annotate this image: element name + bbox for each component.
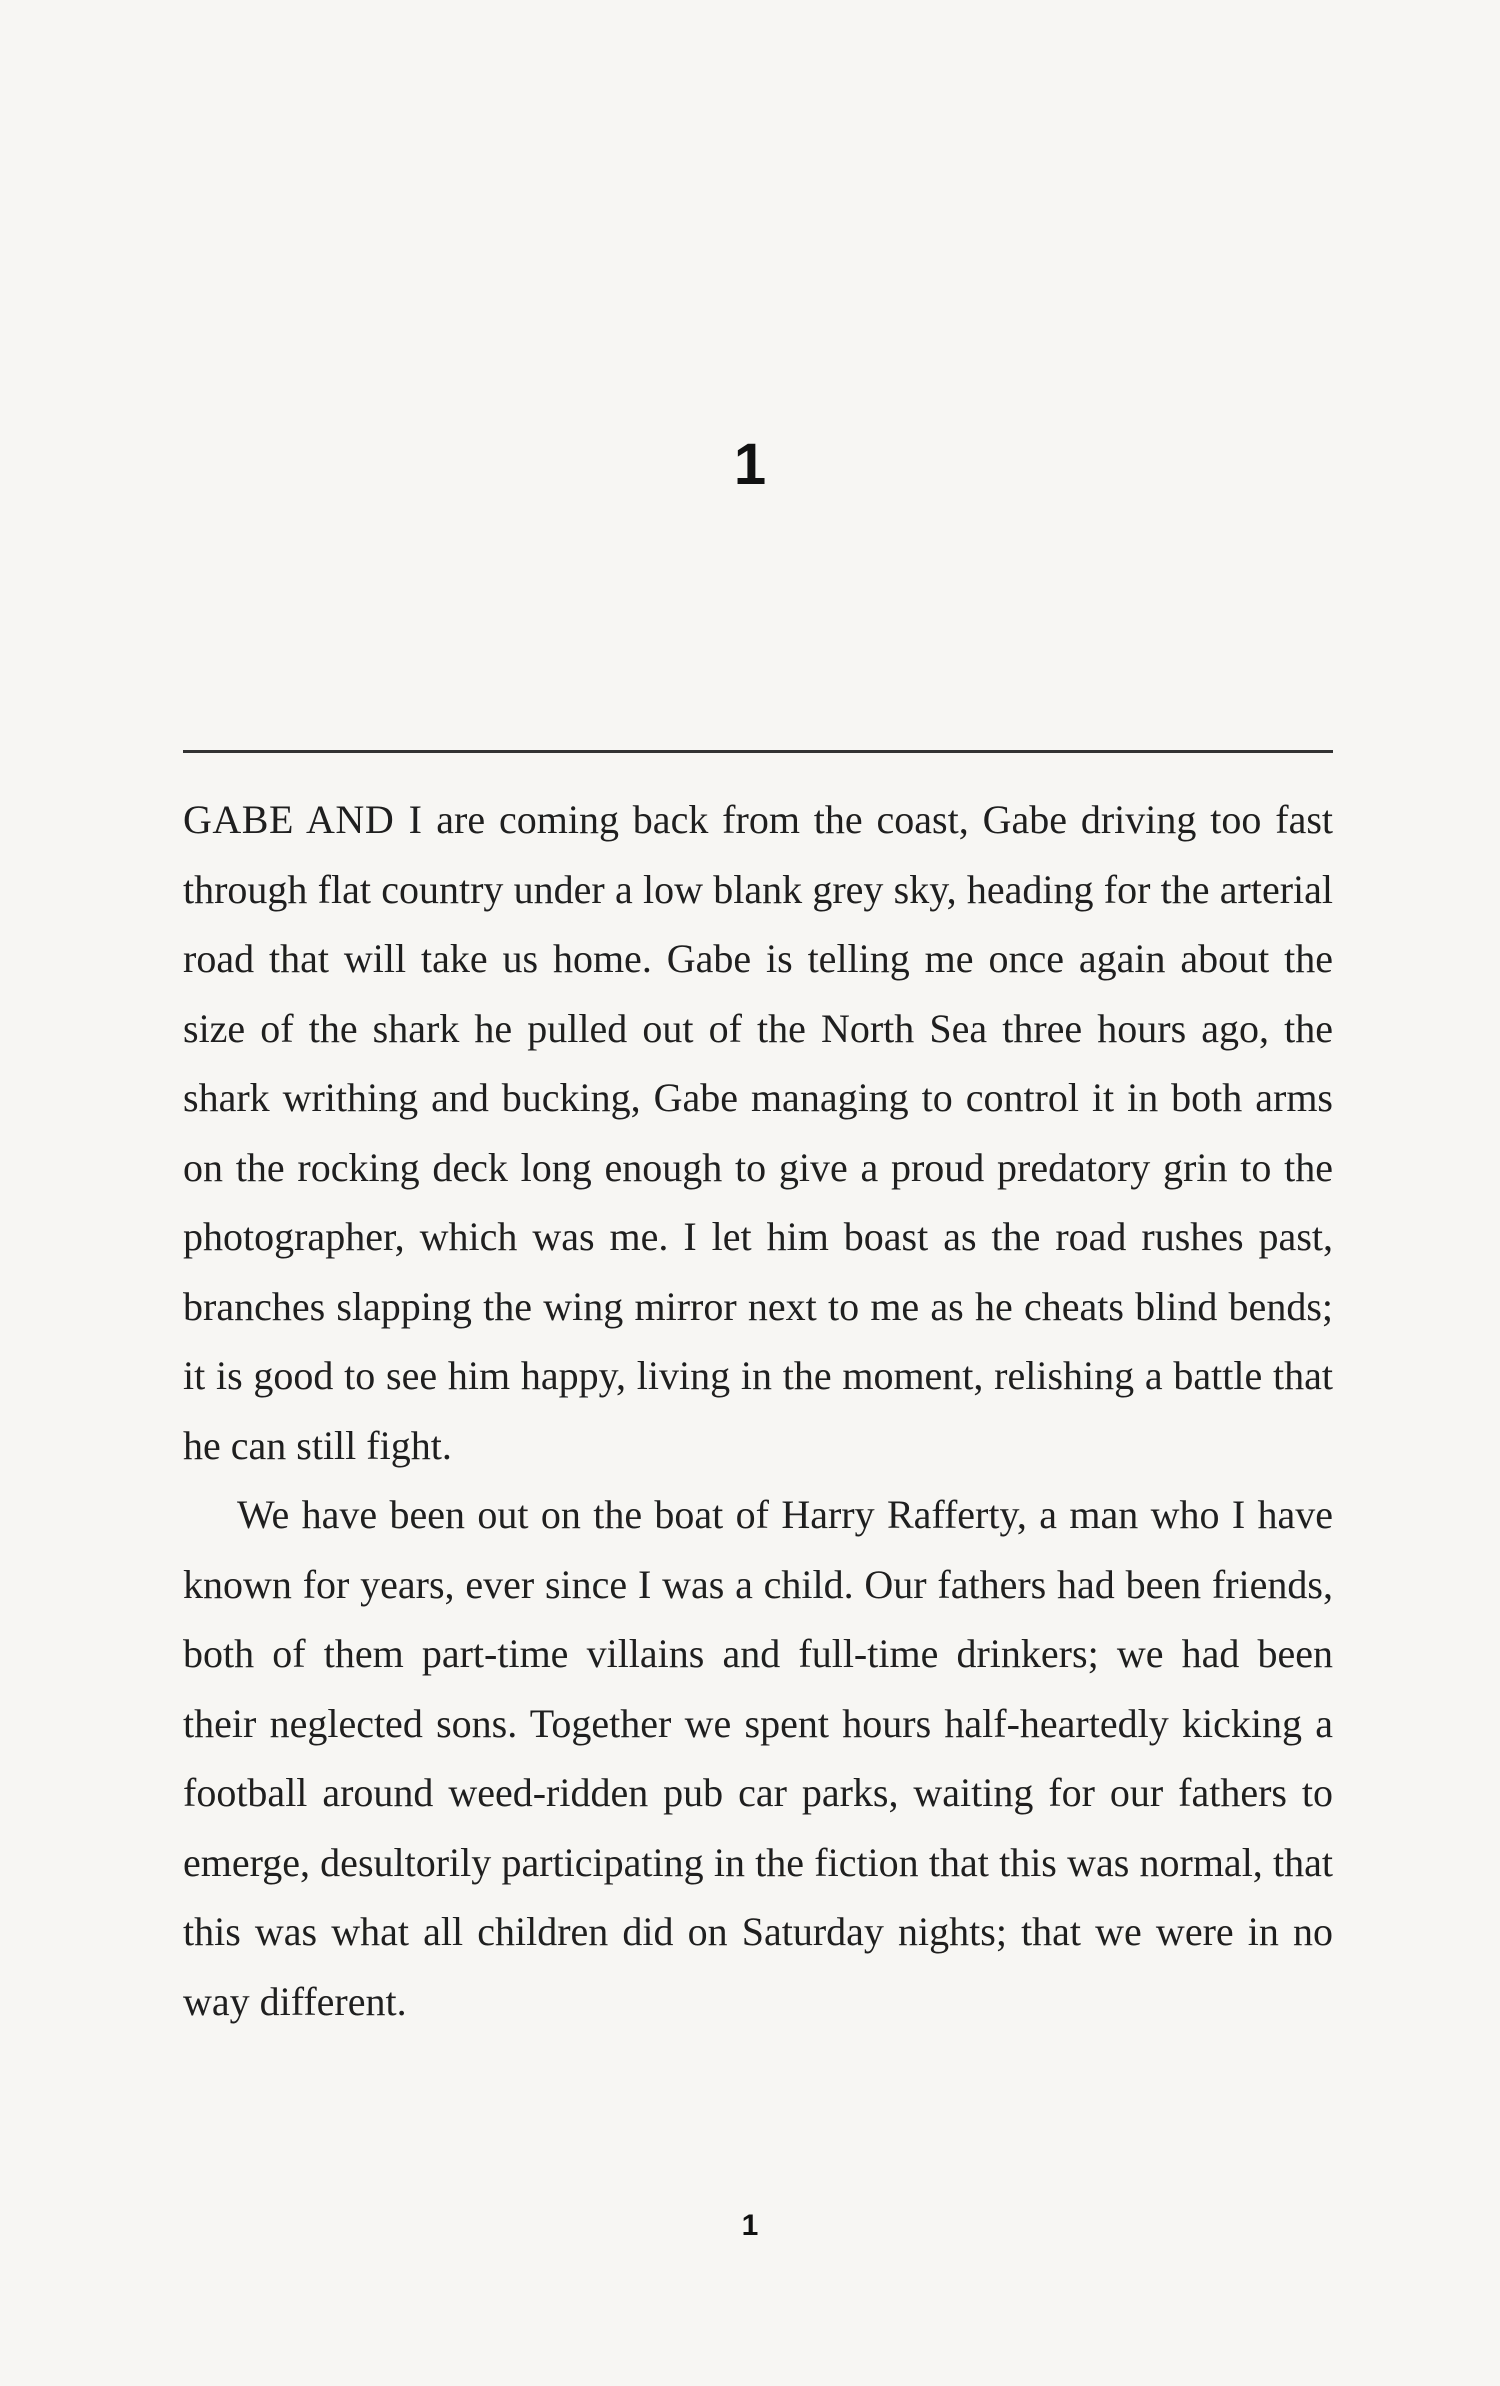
body-text <box>183 785 1333 2036</box>
chapter-number: 1 <box>733 432 767 497</box>
page-number: 1 <box>741 2209 759 2242</box>
paragraph-opener: GABE AND I <box>183 797 423 842</box>
paragraph-2: We have been out on the boat of Harry Rafferty, a man who I have known for years, ever since I was a child. Our fathers had been friends, both of them part-time villains and full-time drinkers; we had been their neglected sons. Together we spent hours half-heartedly kicking a football around weed-ridden pub car parks, waiting for our fathers to emerge, desultorily participating in the fiction that this was normal, that this was what all children did on Saturday nights; that we were in no way different. <box>183 1492 1333 2024</box>
paragraph-1 <box>183 785 1333 1480</box>
paragraph-1-text: are coming back from the coast, Gabe driving too fast through flat country under a low blank grey sky, heading for the arterial road that will take us home. Gabe is telling me once again about the size of the shark he pulled out of the North Sea three hours ago, the shark writhing and bucking, Gabe managing to control it in both arms on the rocking deck long enough to give a proud predatory grin to the photographer, which was me. I let him boast as the road rushes past, branches slapping the wing mirror next to me as he cheats blind bends; it is good to see him happy, living in the moment, relishing a battle that he can still fight. <box>183 797 1333 1468</box>
chapter-divider <box>183 750 1333 753</box>
